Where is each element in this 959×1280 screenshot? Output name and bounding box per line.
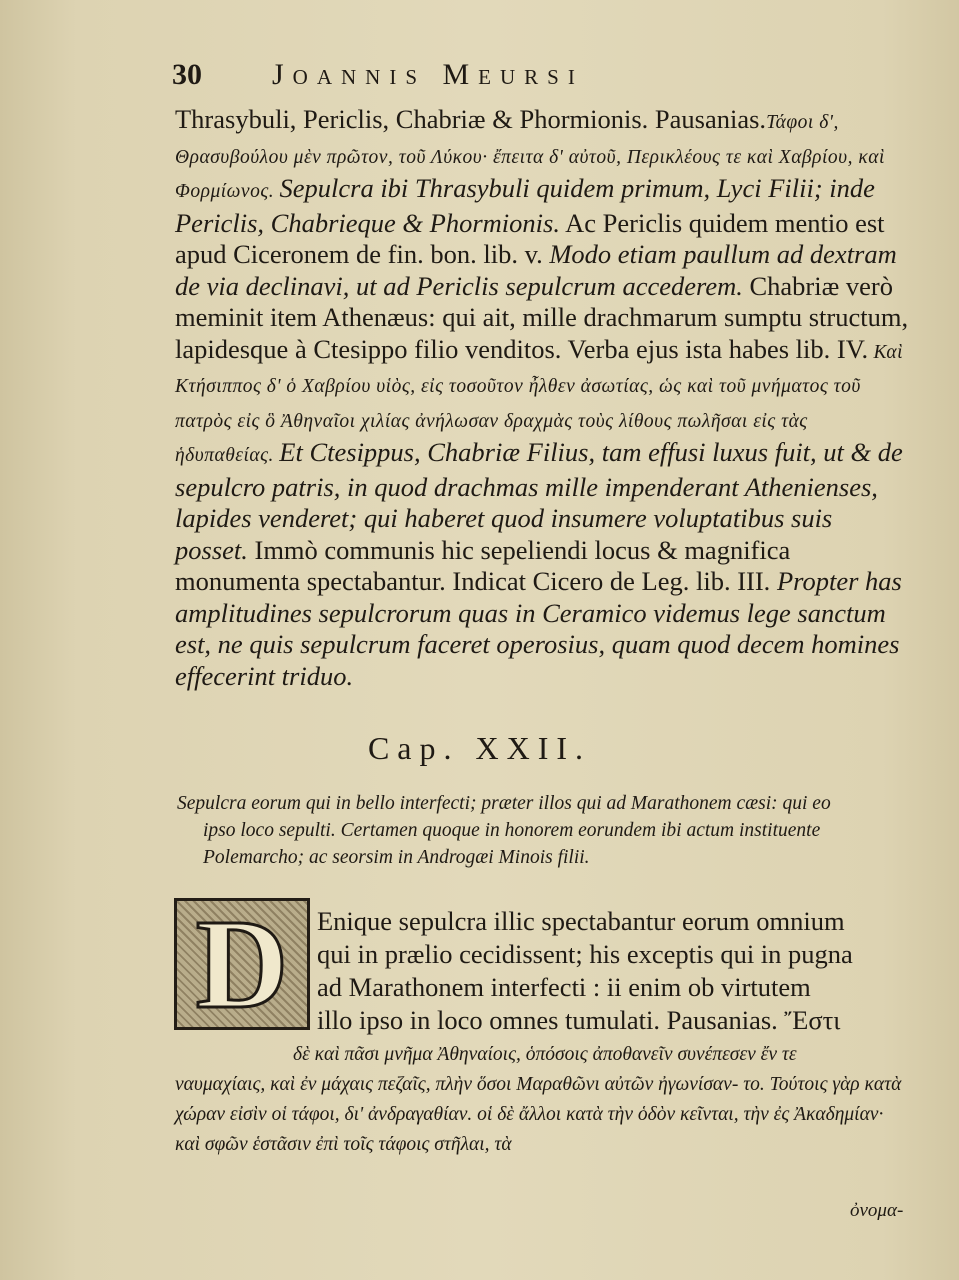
text-run: Chabriæ verò meminit item Athenæus: qui ait, mille drachmarum sumptu structum, lapidesque à Ctesippo filio venditos. Verba ejus ista habes lib. IV. xyxy=(175,270,909,364)
summary-line: Polemarcho; ac seorsim in Androgæi Minois filii. xyxy=(203,847,590,868)
latin-quote: Modo etiam paullum ad dextram de via declinavi, ut ad Periclis sepulcrum accederem. xyxy=(175,239,897,301)
summary-line: ipso loco sepulti. Certamen quoque in honorem eorundem ibi actum instituente xyxy=(203,820,821,841)
initial-letter: D xyxy=(195,893,289,1035)
chapter-summary xyxy=(177,790,910,871)
greek-line: ναυμαχίαις, καὶ ἐν μάχαις πεζαῖς, πλὴν ὅσοι Μαραθῶνι αὐτῶν ἠγωνίσαν- xyxy=(175,1074,739,1095)
running-head: Joannis Meursi xyxy=(272,58,584,91)
greek-quotation xyxy=(175,1040,910,1160)
text-run: Thrasybuli, Periclis, Chabriæ & Phormionis. Pausanias. xyxy=(175,104,767,134)
main-paragraph xyxy=(175,905,910,1037)
latin-quote: Et Ctesippus, Chabriæ Filius, tam effusi luxus fuit, ut & de sepulcro patris, in quod drachmas mille impenderant Athenienses, lapides venderet; qui haberet quod insumere voluptatibus suis posset. xyxy=(175,437,903,565)
greek-line: δὲ καὶ πᾶσι μνῆμα Ἀθηναίοις, ὁπόσοις ἀποθανεῖν συνέπεσεν ἔν τε xyxy=(293,1044,797,1065)
page-number: 30 xyxy=(172,58,202,91)
greek-line: το. Τούτοις γὰρ κατὰ χώραν εἰσὶν οἱ τάφοι, δι' ἀνδραγαθίαν. οἱ δὲ ἄλλοι κατὰ τὴν xyxy=(175,1074,902,1125)
latin-quote: Propter has amplitudines sepulcrorum quas in Ceramico videmus lege sanctum est, ne quis sepulcrum faceret operosius, quam quod decem homines effecerint triduo. xyxy=(175,566,902,691)
greek-quote: Τάφοι δ', Θρασυβούλου μὲν πρῶτον, τοῦ Λύκου· ἔπειτα δ' αὐτοῦ, Περικλέους τε xyxy=(175,112,839,168)
summary-line: Sepulcra eorum qui in bello interfecti; præter illos qui ad Marathonem cæsi: qui eo xyxy=(177,793,831,814)
text-run: Immò communis hic sepeliendi locus & magnifica monumenta spectabantur. Indicat Cicero de Leg. lib. III. xyxy=(175,534,791,596)
greek-quote: Καὶ Κτήσιππος δ' ὁ Χαβρίου υἱὸς, εἰς τοσοῦτον ἦλθεν ἀσωτίας, ὡς καὶ τοῦ μνήματος τοῦ πατρὸς εἰς ὃ Ἀθηναῖοι χιλίας ἀνήλωσαν δραχμὰς τοὺς λίθους πωλῆσαι εἰς τὰς ἡδυπαθείας. xyxy=(175,341,904,466)
text-line: Enique sepulcra illic spectabantur eorum omnium xyxy=(317,906,845,936)
page-header xyxy=(172,58,772,98)
greek-quote: καὶ Χαβρίου, καὶ Φορμίωνος. xyxy=(175,146,885,202)
latin-quote: Sepulcra ibi Thrasybuli quidem primum, Lyci Filii; inde Periclis, Chabrieque & Phormionis. xyxy=(175,173,875,238)
text-line: ad Marathonem interfecti : ii enim ob virtutem xyxy=(317,972,811,1002)
catchword: ὀνομα- xyxy=(850,1200,904,1221)
text-line: illo ipso in loco omnes tumulati. Pausanias. Ἔστι xyxy=(317,1005,841,1035)
paragraph-1-text xyxy=(175,104,910,692)
text-line: qui in prælio cecidissent; his exceptis qui in pugna xyxy=(317,939,853,969)
text-run: Ac Periclis quidem mentio est apud Ciceronem de fin. bon. lib. v. xyxy=(175,207,885,269)
paragraph-1 xyxy=(175,104,910,692)
chapter-heading: Cap. XXII. xyxy=(367,730,592,766)
greek-line: ὁδὸν κεῖνται, τὴν ἐς Ἀκαδημίαν· καὶ σφῶν ἑστᾶσιν ἐπὶ τοῖς τάφοις στῆλαι, τὰ xyxy=(175,1104,884,1155)
